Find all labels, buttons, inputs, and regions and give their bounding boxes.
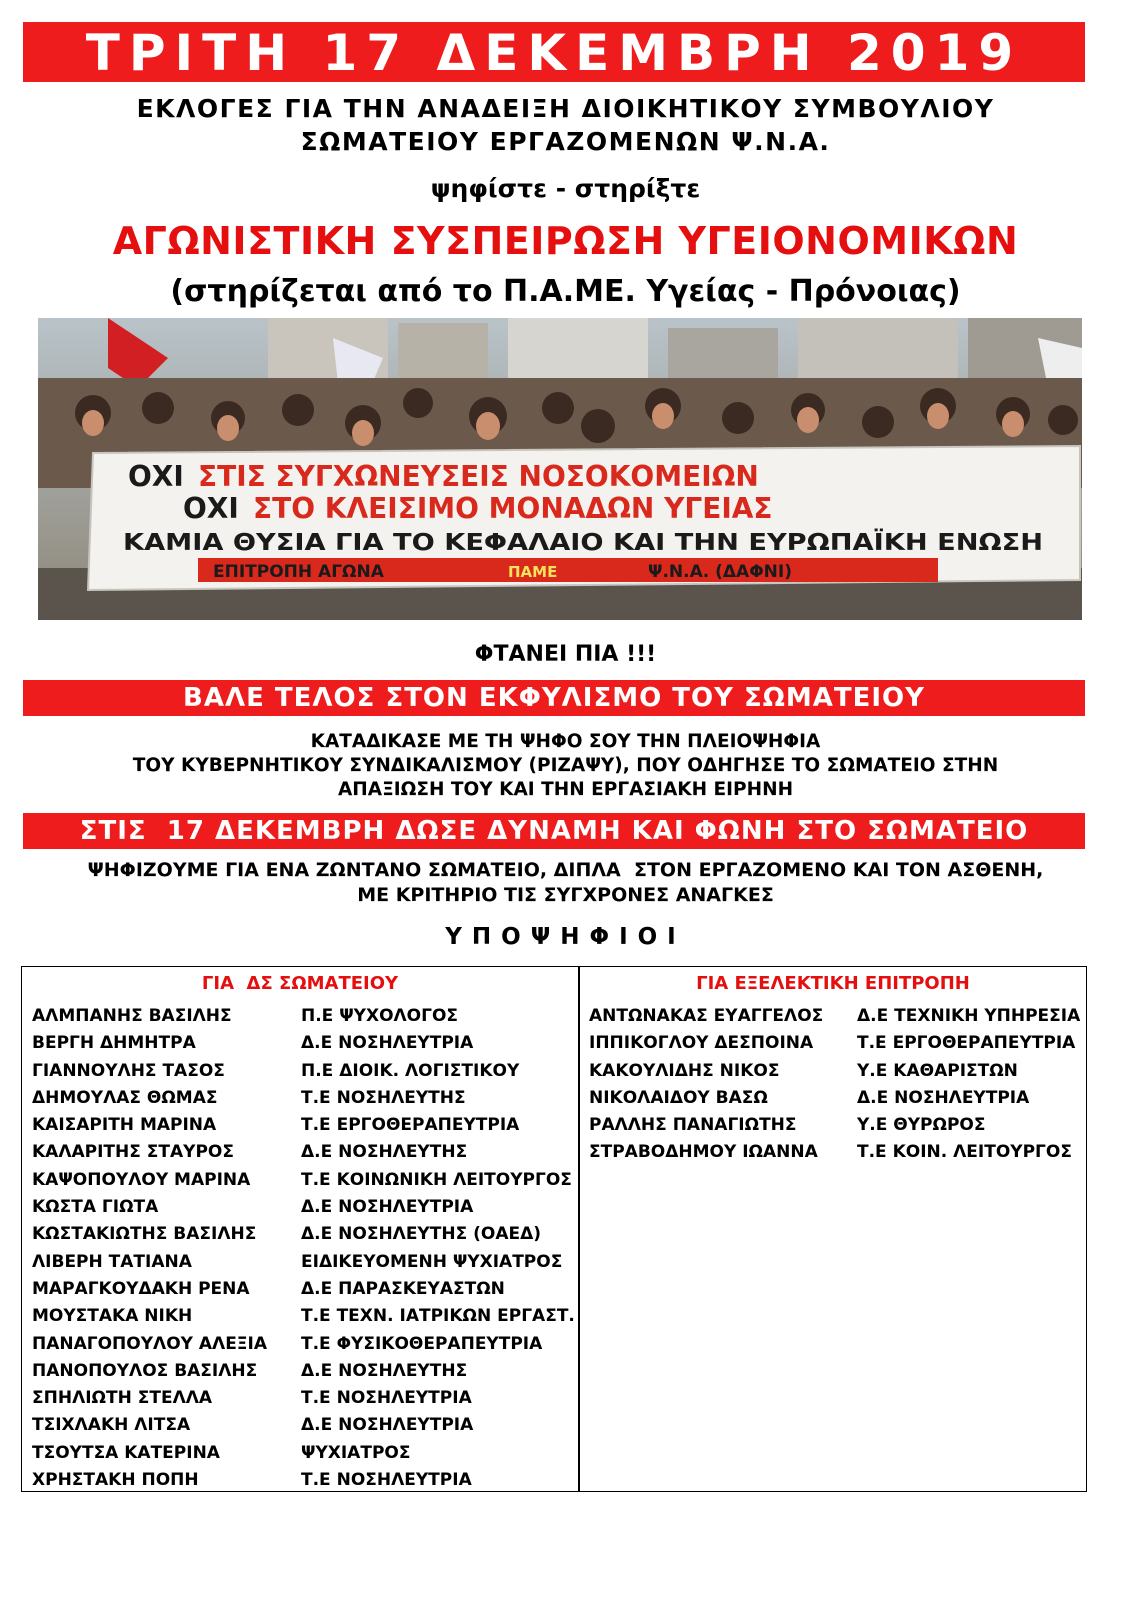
candidate-name: ΚΩΣΤΑΚΙΩΤΗΣ ΒΑΣΙΛΗΣ bbox=[32, 1224, 257, 1245]
candidate-name: ΤΣΙΧΛΑΚΗ ΛΙΤΣΑ bbox=[32, 1415, 191, 1436]
banner-footer-logo: ΠΑΜΕ bbox=[508, 563, 558, 581]
committee-row bbox=[589, 1058, 1084, 1085]
candidate-role: Τ.Ε ΝΟΣΗΛΕΥΤΡΙΑ bbox=[301, 1388, 472, 1409]
board-column-title: ΓΙΑ ΔΣ ΣΩΜΑΤΕΙΟΥ bbox=[201, 973, 399, 994]
candidate-role: Δ.Ε ΝΟΣΗΛΕΥΤΗΣ bbox=[301, 1142, 468, 1163]
vote-line2: ΜΕ ΚΡΙΤΗΡΙΟ ΤΙΣ ΣΥΓΧΡΟΝΕΣ ΑΝΑΓΚΕΣ bbox=[357, 884, 774, 906]
committee-row bbox=[589, 1030, 1084, 1057]
candidate-role: Τ.Ε ΕΡΓΟΘΕΡΑΠΕΥΤΡΙΑ bbox=[301, 1115, 520, 1136]
candidate-role: Π.Ε ΨΥΧΟΛΟΓΟΣ bbox=[301, 1006, 459, 1026]
board-row bbox=[32, 1139, 572, 1166]
candidate-role: Δ.Ε ΤΕΧΝΙΚΗ ΥΠΗΡΕΣΙΑ bbox=[857, 1006, 1081, 1026]
candidate-role: Τ.Ε ΕΡΓΟΘΕΡΑΠΕΥΤΡΙΑ bbox=[857, 1033, 1076, 1054]
election-title-line2: ΣΩΜΑΤΕΙΟΥ ΕΡΓΑΖΟΜΕΝΩΝ Ψ.Ν.Α. bbox=[300, 127, 831, 156]
give-power-banner bbox=[23, 813, 1085, 849]
end-degradation-banner bbox=[23, 680, 1085, 716]
candidate-role: Τ.Ε ΦΥΣΙΚΟΘΕΡΑΠΕΥΤΡΙΑ bbox=[301, 1333, 543, 1354]
candidate-role: Τ.Ε ΚΟΙΝΩΝΙΚΗ ΛΕΙΤΟΥΡΓΟΣ bbox=[301, 1169, 572, 1190]
candidate-role: Τ.Ε ΚΟΙΝ. ΛΕΙΤΟΥΡΓΟΣ bbox=[857, 1142, 1072, 1163]
board-row bbox=[32, 1467, 572, 1494]
board-row bbox=[32, 1194, 572, 1221]
board-row bbox=[32, 1085, 572, 1112]
candidate-role: Δ.Ε ΝΟΣΗΛΕΥΤΗΣ (ΟΑΕΔ) bbox=[301, 1224, 542, 1245]
give-power-text: ΣΤΙΣ 17 ΔΕΚΕΜΒΡΗ ΔΩΣΕ ΔΥΝΑΜΗ ΚΑΙ ΦΩΝΗ ΣΤΟ ΣΩΜΑΤΕΙΟ bbox=[79, 816, 1029, 846]
vote-line1: ΨΗΦΙΖΟΥΜΕ ΓΙΑ ΕΝΑ ΖΩΝΤΑΝΟ ΣΩΜΑΤΕΙΟ, ΔΙΠΛΑ ΣΤΟΝ ΕΡΓΑΖΟΜΕΝΟ ΚΑΙ ΤΟΝ ΑΣΘΕΝΗ, bbox=[87, 859, 1044, 881]
candidate-name: ΚΑΚΟΥΛΙΔΗΣ ΝΙΚΟΣ bbox=[589, 1060, 780, 1081]
election-title-line1: ΕΚΛΟΓΕΣ ΓΙΑ ΤΗΝ ΑΝΑΔΕΙΞΗ ΔΙΟΙΚΗΤΙΚΟΥ ΣΥΜΒΟΥΛΙΟΥ bbox=[136, 94, 995, 123]
condemn-line1: ΚΑΤΑΔΙΚΑΣΕ ΜΕ ΤΗ ΨΗΦΟ ΣΟΥ ΤΗΝ ΠΛΕΙΟΨΗΦΙΑ bbox=[310, 731, 821, 752]
banner-line3: ΚΑΜΙΑ ΘΥΣΙΑ ΓΙΑ ΤΟ ΚΕΦΑΛΑΙΟ ΚΑΙ ΤΗΝ ΕΥΡΩΠΑΪΚΗ ΕΝΩΣΗ bbox=[123, 530, 901, 556]
candidate-name: ΚΩΣΤΑ ΓΙΩΤΑ bbox=[32, 1197, 159, 1218]
board-row bbox=[32, 1276, 572, 1303]
candidate-name: ΣΤΡΑΒΟΔΗΜΟΥ ΙΩΑΝΝΑ bbox=[589, 1142, 818, 1163]
candidate-role: Π.Ε ΔΙΟΙΚ. ΛΟΓΙΣΤΙΚΟΥ bbox=[301, 1060, 520, 1081]
date-text: ΤΡΙΤΗ 17 ΔΕΚΕΜΒΡΗ 2019 bbox=[85, 24, 1023, 82]
enough-text: ΦΤΑΝΕΙ ΠΙΑ !!! bbox=[474, 642, 657, 667]
candidate-name: ΜΟΥΣΤΑΚΑ ΝΙΚΗ bbox=[32, 1306, 193, 1327]
banner-line1-rest: ΣΤΙΣ ΣΥΓΧΩΝΕΥΣΕΙΣ ΝΟΣΟΚΟΜΕΙΩΝ bbox=[198, 460, 759, 493]
table-divider bbox=[578, 967, 580, 1491]
candidate-role: Υ.Ε ΘΥΡΩΡΟΣ bbox=[857, 1115, 986, 1136]
candidate-name: ΤΣΟΥΤΣΑ ΚΑΤΕΡΙΝΑ bbox=[32, 1442, 220, 1463]
candidate-name: ΙΠΠΙΚΟΓΛΟΥ ΔΕΣΠΟΙΝΑ bbox=[589, 1033, 814, 1054]
board-row bbox=[32, 1112, 572, 1139]
committee-row bbox=[589, 1085, 1084, 1112]
candidates-title: ΥΠΟΨΗΦΙΟΙ bbox=[445, 924, 686, 950]
condemn-paragraph bbox=[0, 730, 1131, 802]
candidate-role: Δ.Ε ΝΟΣΗΛΕΥΤΡΙΑ bbox=[301, 1415, 474, 1436]
board-row bbox=[32, 1331, 572, 1358]
protest-photo bbox=[38, 318, 1082, 620]
candidate-role: ΕΙΔΙΚΕΥΟΜΕΝΗ ΨΥΧΙΑΤΡΟΣ bbox=[301, 1251, 563, 1272]
banner-footer-left: ΕΠΙΤΡΟΠΗ ΑΓΩΝΑ bbox=[213, 562, 384, 582]
board-row bbox=[32, 1003, 572, 1030]
candidate-role: Τ.Ε ΤΕΧΝ. ΙΑΤΡΙΚΩΝ ΕΡΓΑΣΤ. bbox=[301, 1306, 575, 1327]
candidate-role: Δ.Ε ΝΟΣΗΛΕΥΤΡΙΑ bbox=[857, 1087, 1030, 1108]
supported-by-text: (στηρίζεται από το Π.Α.ΜΕ. Υγείας - Πρόνοιας) bbox=[170, 274, 961, 309]
protest-photo-illustration bbox=[38, 318, 1082, 620]
committee-row bbox=[589, 1139, 1084, 1166]
candidate-name: ΔΗΜΟΥΛΑΣ ΘΩΜΑΣ bbox=[32, 1087, 218, 1108]
candidate-name: ΚΑΛΑΡΙΤΗΣ ΣΤΑΥΡΟΣ bbox=[32, 1142, 234, 1163]
candidate-name: ΑΛΜΠΑΝΗΣ ΒΑΣΙΛΗΣ bbox=[32, 1006, 232, 1026]
candidates-table bbox=[21, 966, 1087, 1492]
candidate-name: ΒΕΡΓΗ ΔΗΜΗΤΡΑ bbox=[32, 1033, 196, 1054]
banner-line2-prefix: ΟΧΙ bbox=[183, 492, 239, 525]
board-row bbox=[32, 1303, 575, 1330]
candidate-name: ΡΑΛΛΗΣ ΠΑΝΑΓΙΩΤΗΣ bbox=[589, 1115, 797, 1136]
candidate-name: ΣΠΗΛΙΩΤΗ ΣΤΕΛΛΑ bbox=[32, 1388, 213, 1409]
board-row bbox=[32, 1440, 572, 1467]
date-banner bbox=[23, 22, 1085, 82]
banner-line1-prefix: ΟΧΙ bbox=[128, 460, 184, 493]
board-row bbox=[32, 1385, 572, 1412]
candidate-role: Τ.Ε ΝΟΣΗΛΕΥΤΗΣ bbox=[301, 1087, 466, 1108]
candidate-role: ΨΥΧΙΑΤΡΟΣ bbox=[301, 1442, 411, 1463]
end-degradation-text: ΒΑΛΕ ΤΕΛΟΣ ΣΤΟΝ ΕΚΦΥΛΙΣΜΟ ΤΟΥ ΣΩΜΑΤΕΙΟΥ bbox=[183, 683, 925, 713]
vote-paragraph bbox=[0, 858, 1131, 908]
candidate-name: ΛΙΒΕΡΗ ΤΑΤΙΑΝΑ bbox=[32, 1251, 192, 1272]
board-row bbox=[32, 1358, 572, 1385]
candidate-role: Δ.Ε ΝΟΣΗΛΕΥΤΡΙΑ bbox=[301, 1033, 474, 1054]
board-row bbox=[32, 1167, 572, 1194]
board-row bbox=[32, 1412, 572, 1439]
candidate-name: ΠΑΝΑΓΟΠΟΥΛΟΥ ΑΛΕΞΙΑ bbox=[32, 1333, 268, 1354]
committee-row bbox=[589, 1112, 1084, 1139]
candidate-name: ΠΑΝΟΠΟΥΛΟΣ ΒΑΣΙΛΗΣ bbox=[32, 1360, 258, 1381]
candidate-role: Δ.Ε ΠΑΡΑΣΚΕΥΑΣΤΩΝ bbox=[301, 1278, 505, 1299]
candidate-role: Τ.Ε ΝΟΣΗΛΕΥΤΡΙΑ bbox=[301, 1470, 472, 1491]
candidate-name: ΧΡΗΣΤΑΚΗ ΠΟΠΗ bbox=[32, 1470, 199, 1491]
board-list bbox=[32, 1003, 575, 1494]
board-row bbox=[32, 1058, 572, 1085]
board-row bbox=[32, 1030, 572, 1057]
committee-column-title: ΓΙΑ ΕΞΕΛΕΚΤΙΚΗ ΕΠΙΤΡΟΠΗ bbox=[696, 973, 970, 994]
committee-row bbox=[589, 1003, 1084, 1030]
party-name: ΑΓΩΝΙΣΤΙΚΗ ΣΥΣΠΕΙΡΩΣΗ ΥΓΕΙΟΝΟΜΙΚΩΝ bbox=[112, 219, 1019, 263]
candidate-name: ΝΙΚΟΛΑΙΔΟΥ ΒΑΣΩ bbox=[589, 1087, 768, 1108]
banner-footer-right: Ψ.Ν.Α. (ΔΑΦΝΙ) bbox=[648, 562, 792, 582]
candidate-role: Δ.Ε ΝΟΣΗΛΕΥΤΗΣ bbox=[301, 1360, 468, 1381]
candidate-name: ΓΙΑΝΝΟΥΛΗΣ ΤΑΣΟΣ bbox=[32, 1060, 225, 1081]
candidate-name: ΚΑΨΟΠΟΥΛΟΥ ΜΑΡΙΝΑ bbox=[32, 1169, 251, 1190]
banner-line2-rest: ΣΤΟ ΚΛΕΙΣΙΜΟ ΜΟΝΑΔΩΝ ΥΓΕΙΑΣ bbox=[253, 492, 773, 525]
board-row bbox=[32, 1249, 572, 1276]
candidate-name: ΜΑΡΑΓΚΟΥΔΑΚΗ ΡΕΝΑ bbox=[32, 1278, 250, 1299]
condemn-line3: ΑΠΑΞΙΩΣΗ ΤΟΥ ΚΑΙ ΤΗΝ ΕΡΓΑΣΙΑΚΗ ΕΙΡΗΝΗ bbox=[337, 779, 794, 800]
candidate-name: ΑΝΤΩΝΑΚΑΣ ΕΥΑΓΓΕΛΟΣ bbox=[589, 1006, 824, 1026]
candidate-name: ΚΑΙΣΑΡΙΤΗ ΜΑΡΙΝΑ bbox=[32, 1115, 217, 1136]
board-row bbox=[32, 1221, 572, 1248]
condemn-line2: ΤΟΥ ΚΥΒΕΡΝΗΤΙΚΟΥ ΣΥΝΔΙΚΑΛΙΣΜΟΥ (ΡΙΖΑΨΥ), ΠΟΥ ΟΔΗΓΗΣΕ ΤΟ ΣΩΜΑΤΕΙΟ ΣΤΗΝ bbox=[132, 755, 999, 776]
vote-support-text: ψηφίστε - στηρίξτε bbox=[430, 174, 701, 203]
candidate-role: Υ.Ε ΚΑΘΑΡΙΣΤΩΝ bbox=[857, 1060, 1018, 1081]
committee-list bbox=[589, 1003, 1084, 1167]
candidate-role: Δ.Ε ΝΟΣΗΛΕΥΤΡΙΑ bbox=[301, 1197, 474, 1218]
